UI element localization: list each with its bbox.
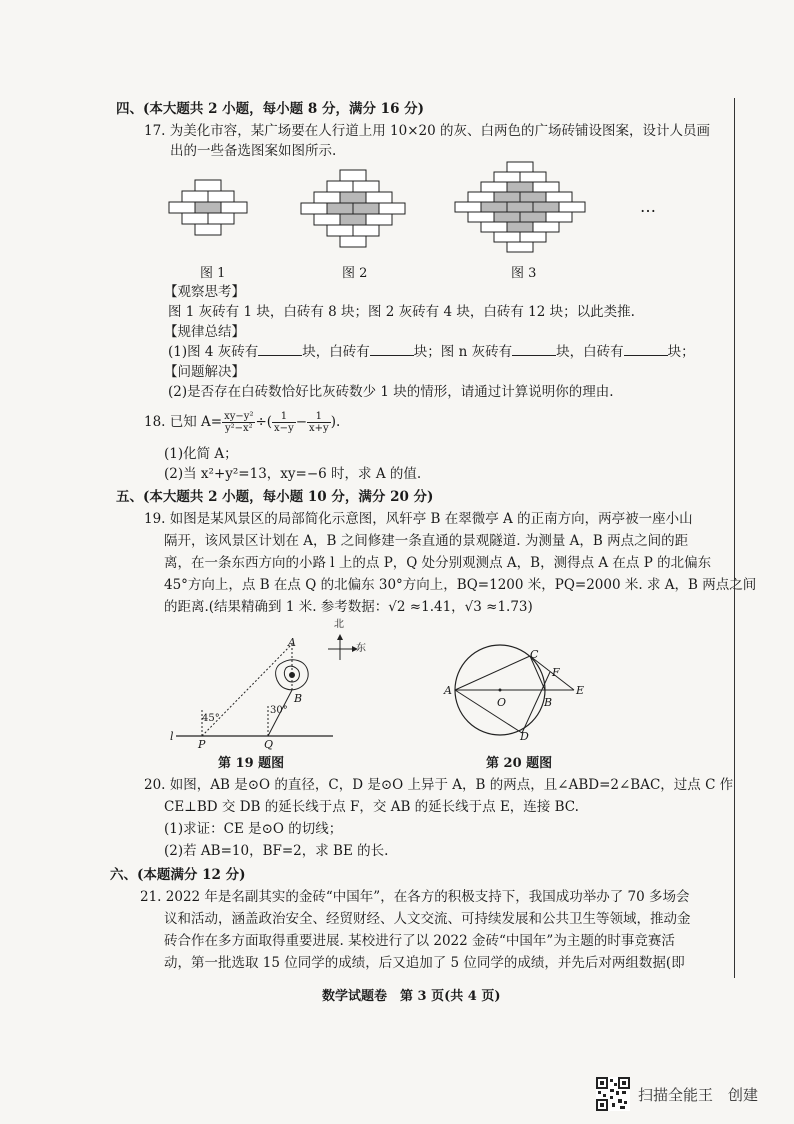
compass-north: 北: [334, 619, 344, 630]
solve-title: 【问题解决】: [164, 364, 245, 380]
q21-line4: 动，第一批选取 15 位同学的成绩，后又追加了 5 位同学的成绩，并先后对两组数据(即: [164, 955, 685, 971]
solve-text: (2)是否存在白砖数恰好比灰砖数少 1 块的情形，请通过计算说明你的理由.: [168, 384, 614, 400]
fig19-label-B: B: [294, 692, 303, 705]
q19-line3: 离，在一条东西方向的小路 l 上的点 P，Q 处分别观测点 A，B，测得点 A 在点 P 的北偏东: [164, 555, 712, 571]
rule-title: 【规律总结】: [164, 324, 245, 340]
q17-line2: 出的一些备选图案如图所示.: [170, 143, 337, 159]
fig20-label-O: O: [497, 696, 507, 709]
fig-3-label: 图 3: [511, 266, 537, 281]
q18-frac2: [272, 411, 296, 434]
fig20-label-D: D: [520, 730, 529, 743]
q18-minus: −: [295, 414, 308, 430]
fig20-label-C: C: [530, 648, 539, 661]
answer-blank[interactable]: [512, 343, 556, 356]
scanner-credit: 扫描全能王 创建: [638, 1086, 759, 1104]
q18-part2: (2)当 x²+y²=13，xy=−6 时，求 A 的值.: [164, 466, 422, 482]
rule-a: (1)图 4 灰砖有: [168, 344, 259, 360]
qr-code-icon: [596, 1077, 630, 1111]
fig19-caption: 第 19 题图: [218, 756, 285, 771]
compass-east: 东: [356, 643, 366, 654]
q21-line2: 议和活动，涵盖政治安全、经贸财经、人文交流、可持续发展和公共卫生等领域，推动金: [164, 911, 691, 927]
rule-text: [168, 343, 695, 361]
q17-line1: 17. 为美化市容，某广场要在人行道上用 10×20 的灰、白两色的广场砖铺设图案，设计人员画: [144, 123, 711, 139]
rule-d: 块，白砖有: [556, 344, 624, 360]
brick-patterns-figure: [160, 160, 640, 260]
answer-blank[interactable]: [370, 343, 414, 356]
pattern-2: [301, 170, 405, 247]
q20-line1: 20. 如图，AB 是⊙O 的直径，C，D 是⊙O 上异于 A，B 的两点，且∠ABD=2∠BAC，过点 C 作: [144, 777, 734, 793]
q18-frac3: [307, 411, 331, 434]
fig-1-label: 图 1: [200, 266, 226, 281]
frac2-num: 1: [272, 411, 296, 423]
rule-b: 块，白砖有: [302, 344, 370, 360]
frac1-num: xy−y²: [224, 411, 254, 422]
right-margin-line: [734, 98, 735, 978]
rule-e: 块；: [667, 344, 695, 360]
frac3-den: x+y: [309, 423, 329, 434]
q20-part2: (2)若 AB=10，BF=2，求 BE 的长.: [164, 843, 389, 859]
fig20-caption: 第 20 题图: [486, 756, 553, 771]
fig20-label-B: B: [544, 696, 553, 709]
section-5-heading: 五、(本大题共 2 小题，每小题 10 分，满分 20 分): [116, 489, 434, 505]
q20-line2: CE⊥BD 交 DB 的延长线于点 F，交 AB 的延长线于点 E，连接 BC.: [164, 799, 579, 815]
fig19-angle-30: 30°: [270, 705, 288, 716]
frac2-den: x−y: [274, 423, 294, 434]
q18-part1: (1)化简 A；: [164, 446, 238, 462]
observe-title: 【观察思考】: [164, 284, 245, 300]
q18-expression: [144, 408, 340, 436]
fig20-label-A: A: [444, 684, 452, 697]
answer-blank[interactable]: [624, 343, 668, 356]
frac3-num: 1: [307, 411, 331, 423]
q19-line1: 19. 如图是某风景区的局部简化示意图，风轩亭 B 在翠微亭 A 的正南方向，两亭被一座小山: [144, 511, 693, 527]
q21-line1: 21. 2022 年是名副其实的金砖“中国年”，在各方的积极支持下，我国成功举办了 70 多场会: [140, 889, 690, 905]
section-4-heading: 四、(本大题共 2 小题，每小题 8 分，满分 16 分): [116, 101, 425, 117]
fig20-label-F: F: [552, 666, 560, 679]
fig19-angle-45: 45°: [202, 713, 220, 724]
fig20-label-E: E: [576, 684, 585, 697]
pattern-ellipsis: …: [640, 197, 656, 216]
q20-part1: (1)求证：CE 是⊙O 的切线；: [164, 821, 343, 837]
q18-prefix: 18. 已知 A=: [144, 414, 223, 430]
q19-line4: 45°方向上，点 B 在点 Q 的北偏东 30°方向上，BQ=1200 米，PQ=2000 米. 求 A，B 两点之间: [164, 577, 757, 593]
answer-blank[interactable]: [258, 343, 302, 356]
section-6-heading: 六、(本题满分 12 分): [110, 867, 246, 883]
page-footer: 数学试题卷 第 3 页(共 4 页): [322, 989, 501, 1004]
fig19-label-P: P: [198, 738, 206, 751]
q21-line3: 砖合作在多方面取得重要进展. 某校进行了以 2022 金砖“中国年”为主题的时事竞赛活: [164, 933, 675, 949]
q18-suffix: ).: [330, 414, 341, 430]
q19-line2: 隔开，该风景区计划在 A，B 之间修建一条直通的景观隧道. 为测量 A，B 两点之间的距: [164, 533, 689, 549]
fig-2-label: 图 2: [342, 266, 368, 281]
frac1-den: y²−x²: [224, 423, 253, 434]
q18-mid: ÷(: [255, 414, 273, 430]
q19-line5: 的距离.(结果精确到 1 米. 参考数据：√2 ≈1.41，√3 ≈1.73): [164, 599, 533, 615]
fig19-label-A: A: [288, 636, 296, 649]
figure-19-diagram: [168, 618, 368, 748]
pattern-1: [169, 180, 247, 235]
observe-text: 图 1 灰砖有 1 块，白砖有 8 块；图 2 灰砖有 4 块，白砖有 12 块；以此类推.: [168, 304, 635, 320]
pattern-3: [455, 162, 585, 252]
rule-c: 块；图 n 灰砖有: [413, 344, 513, 360]
fig19-label-Q: Q: [264, 738, 274, 751]
q18-frac1: [222, 411, 255, 434]
fig19-label-l: l: [170, 730, 174, 743]
